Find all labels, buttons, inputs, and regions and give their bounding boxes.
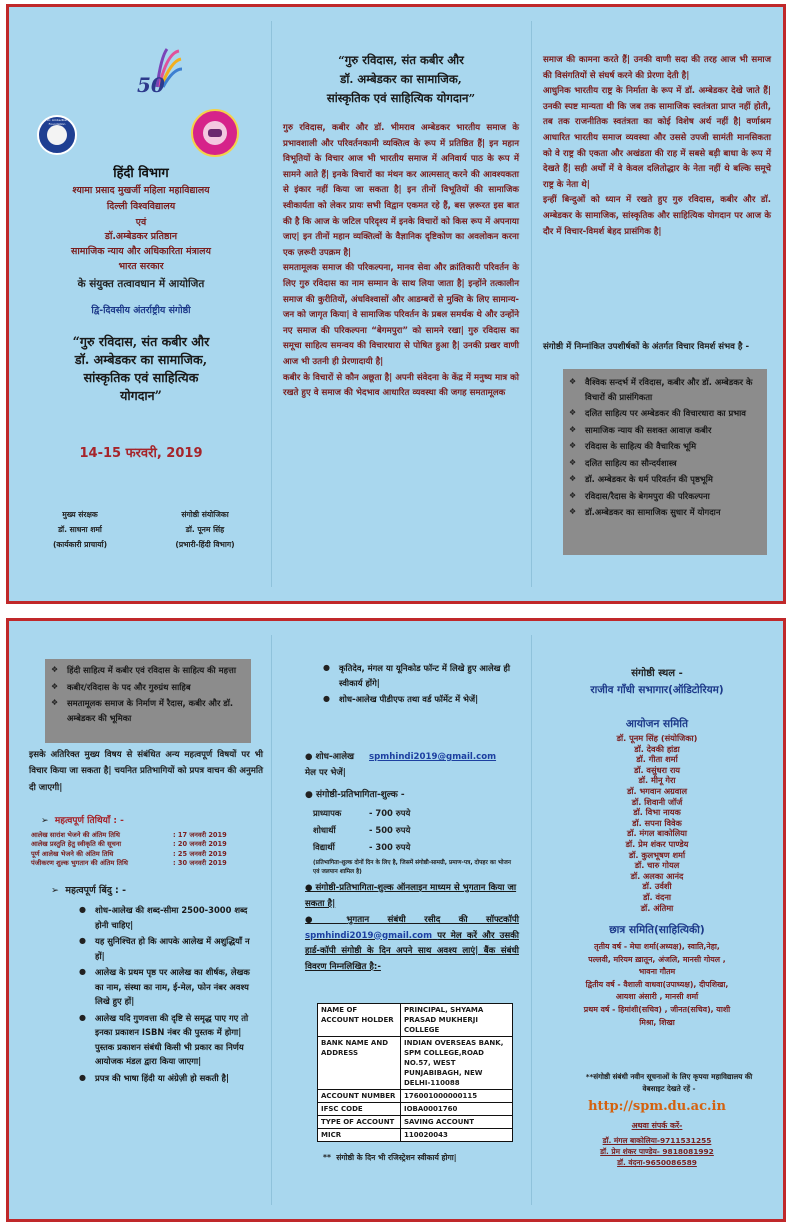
table-row (318, 1129, 513, 1142)
contact-heading: अथवा संपर्क करें- (631, 1121, 683, 1130)
about-paragraph: समतामूलक समाज की परिकल्पना, मानव सेवा और क्रांतिकारी परिवर्तन के लिए गुरु रविदास का नाम सम्मान के साथ लिया जाता है| इन्होंने तत्कालीन समाज की कुरीतियों, अंधविश्वासों और आडम्बरों से मुक्ति के लिए सामान्य-जन को जागृत किया| वे सामाजिक परिवर्तन के प्रबल समर्थक थे और उन्होंने नए समाज की परिकल्पना “बेगमपुरा” को सामने रखा| गुरु रविदास का समूचा साहित्य समन्वय की विचारधारा से पोषित हुआ है| उनकी प्रखर वाणी आज भी उतनी ही प्रेरणादायी है| (283, 263, 519, 367)
list-item (563, 456, 763, 471)
table-row (318, 1004, 513, 1037)
about-text-continued: समाज की कामना करते हैं| उनकी वाणी सदा की तरह आज भी समाज की विसंगतियों से संघर्ष करने की प्रेरणा देती है| आधुनिक भारतीय राष्ट्र के निर्माता के रूप में डॉ. अम्बेडकर देखे जाते हैं| उनकी स्पष्ट मान्यता थी कि जब तक सामाजिक स्वतंत्रता प्राप्त नहीं होती, तब तक राजनीतिक स्वतंत्रता का कोई विशेष अर्थ नहीं है| वर्णाश्रम आधारित भारतीय समाज व्यवस्था और उससे उपजी सामंती मानसिकता को वे राष्ट्र की एकता और अखंडता की राह में सबसे बड़ी बाधा के रूप में देखते हैं| सही अर्थों में वे केवल दलितोद्धार के नेता नहीं थे बल्कि समूचे राष्ट्र के नेता थे| इन्हीं बिन्दुओं को ध्यान में रखते हुए गुरु रविदास, कबीर और डॉ. अम्बेडकर के सामाजिक, सांस्कृतिक और साहित्यिक योगदान पर आज के दौर में विचार-विमर्श बेहद प्रासंगिक है| (543, 55, 771, 237)
seminar-type: द्वि-दिवसीय अंतर्राष्ट्रीय संगोष्ठी (91, 305, 191, 316)
joint-auspices: के संयुक्त तत्वावधान में आयोजित (77, 278, 205, 290)
list-item-text: प्रपत्र की भाषा हिंदी या अंग्रेज़ी हो सकती है| (95, 1072, 230, 1083)
date-label: आलेख प्रस्तुति हेतु स्वीकृति की सूचना (31, 840, 122, 849)
about-text (283, 121, 519, 402)
list-item-text: कृतिदेव, मंगल या यूनिकोड फॉन्ट में लिखे हुए आलेख ही स्वीकार्य होंगे| (339, 663, 511, 688)
fold-line (271, 635, 272, 1205)
bullet-icon: ❖ (569, 490, 577, 500)
fee-row (313, 839, 513, 856)
fee-category: शोधार्थी (313, 825, 336, 835)
committee-member: डॉ. वसुंधरा राय (633, 764, 681, 775)
fee-category: विद्यार्थी (313, 842, 335, 852)
important-points-list (73, 903, 261, 1087)
committee-member: डॉ. मंगल बाकोलिया (626, 828, 688, 839)
contact-entry: डॉ. वंदना-9650086589 (617, 1158, 697, 1167)
website-info: **संगोष्ठी संबंधी नवीन सूचनाओं के लिए कृपया महाविद्यालय की वेबसाइट देखते रहें - (585, 1072, 753, 1093)
committee-member: डॉ. कुलभूषण शर्मा (628, 849, 686, 860)
venue-panel (541, 621, 773, 1219)
ministry-name: सामाजिक न्याय और अधिकारिता मंत्रालय (71, 246, 211, 257)
table-row (318, 1090, 513, 1103)
list-item-text: हिंदी साहित्य में कबीर एवं रविदास के साहित्य की महत्ता (67, 665, 237, 675)
bullet-icon: ❖ (569, 507, 577, 516)
college-name: श्यामा प्रसाद मुखर्जी महिला महाविद्यालय (72, 185, 210, 196)
fee-amount: - 300 रुपये (369, 842, 411, 852)
bullet-icon: ● (323, 663, 330, 672)
foundation-name: डॉ.अम्बेडकर प्रतिष्ठान (104, 231, 178, 242)
seminar-title: “गुरु रविदास, संत कबीर और डॉ. अम्बेडकर का सामाजिक, सांस्कृतिक एवं साहित्यिक योगदान” (72, 334, 210, 403)
registration-panel (279, 621, 523, 1219)
list-item-text: यह सुनिश्चित हो कि आपके आलेख में अशुद्धियाँ न हों| (95, 936, 250, 961)
bullet-icon: ● (79, 1012, 86, 1022)
fee-heading: ● संगोष्ठी-प्रतिभागिता-शुल्क - (305, 790, 405, 800)
payment-receipt-note: ● भुगतान संबंधी रसीद की सॉफ्टकॉपी spmhindi2019@gmail.com पर मेल करें और उसकी हार्ड-कॉपी संगोष्ठी के दिन अपने साथ अवश्य लाएं| बैंक संबंधी विवरण निम्नलिखित है:- (305, 915, 519, 972)
committee-member: डॉ. देवकी हांडा (634, 743, 680, 754)
bullet-icon: ❖ (569, 377, 577, 386)
bank-field-name: ACCOUNT NUMBER (318, 1090, 401, 1103)
venue-name: राजीव गाँधी सभागार(ऑडिटोरियम) (590, 684, 724, 696)
bullet-icon: ❖ (51, 681, 59, 691)
committee-heading: आयोजन समिति (625, 718, 689, 730)
date-value: : 30 जनवरी 2019 (173, 859, 227, 868)
bank-field-name: TYPE OF ACCOUNT (318, 1116, 401, 1129)
student-committee-list: तृतीय वर्ष - मेघा शर्मा(अध्यक्ष), स्वाति,नेहा, पल्लवी, मरियम ख़ातून, अंजलि, मानसी गोयल , भावना गौतम द्वितीय वर्ष - वैशाली वाधवा(उपाध्यक्ष), दीपशिखा, आयशा अंसारी , मानसी शर्मा प्रथम वर्ष - हिमांशी(सचिव) , जीनत(सचिव), याशी मिश्रा, शिखा (583, 942, 731, 1027)
bank-field-value: INDIAN OVERSEAS BANK, SPM COLLEGE,ROAD NO.57, WEST PUNJABIBAGH, NEW DELHI-110088 (401, 1037, 513, 1090)
list-item (73, 934, 261, 963)
list-item (73, 965, 261, 1009)
government-name: भारत सरकार (118, 261, 164, 272)
date-row (31, 859, 267, 868)
list-item-text: रविदास के साहित्य की वैचारिक भूमि (585, 441, 697, 451)
list-item (45, 696, 247, 725)
list-item (563, 406, 763, 421)
fee-amount: - 700 रुपये (369, 808, 411, 818)
bank-field-name: NAME OF ACCOUNT HOLDER (318, 1004, 401, 1037)
list-item (563, 505, 763, 520)
seminar-convenor: संगोष्ठी संयोजिका डॉ. पूनम सिंह (प्रभारी-हिंदी विभाग) (175, 510, 235, 549)
fee-row (313, 822, 513, 839)
bullet-icon: ❖ (51, 698, 59, 707)
contact-entry: डॉ. प्रेम शंकर पाण्डेय- 9818081992 (600, 1147, 714, 1156)
fee-category: प्राध्यापक (313, 808, 342, 818)
important-points-continued (317, 661, 513, 709)
important-dates-list (31, 831, 267, 869)
student-committee-heading: छात्र समिति(साहित्यिकी) (609, 924, 705, 936)
subthemes-more-box (45, 659, 251, 743)
and-text: एवं (135, 217, 147, 228)
bank-field-value: IOBA0001760 (401, 1103, 513, 1116)
list-item-text: आलेख यदि गुणवत्ता की दृष्टि से समृद्ध पाए गए तो इनका प्रकाशन ISBN नंबर की पुस्तक में होगा| पुस्तक प्रकाशन संबंधी किसी भी प्रकार का निर्णय आयोजक मंडल द्वारा किया जाएगा| (95, 1012, 249, 1066)
about-paragraph: गुरु रविदास, कबीर और डॉ. भीमराव अम्बेडकर भारतीय समाज के प्रभावशाली और परिवर्तनकामी व्यक्तित्व के रूप में प्रतिष्ठित हैं| इन महान विभूतियों के विचार आज भी भारतीय समाज में अनिवार्य पाठ के रूप में सामने आते हैं| इनके विचारों का मंथन कर आत्मसात् करने की आवश्यकता से इंकार नहीं किया जा सकता है| इन तीनों विभूतियों की सामाजिक स्वीकार्यता को लेकर प्रायः सभी विद्वान एकमत रहे हैं, बस ज़रूरत इस बात की है कि आज के जटिल परिदृश्य में इनके विचारों को किस रूप में अपनाया जाए| इन तीनों महान व्यक्तित्वों के वैज्ञानिक दृष्टिकोण का अवलोकन करना एक ज़रूरी उपक्रम है| (283, 123, 519, 258)
fee-note: (प्रतिभागिता-शुल्क दोनों दिन के लिए है, जिसमें संगोष्ठी-सामग्री, प्रमाण-पत्र, दोपहर का भोजन एवं जलपान शामिल है) (313, 860, 511, 876)
bullet-icon: ❖ (569, 424, 577, 434)
send-paper-note: ● शोध-आलेख spmhindi2019@gmail.com मेल पर भेजें| (305, 752, 497, 778)
committee-member: डॉ. पूनम सिंह (संयोजिका) (616, 733, 698, 743)
subthemes-panel (541, 7, 773, 601)
bullet-icon: ● (79, 905, 86, 914)
list-item-text: डॉ. अम्बेडकर के धर्म परिवर्तन की पृष्ठभूमि (585, 474, 713, 484)
bank-field-name: MICR (318, 1129, 401, 1142)
fee-amount: - 500 रुपये (369, 825, 411, 835)
fold-line (531, 21, 532, 587)
list-item-text: रविदास/रैदास के बेगमपुरा की परिकल्पना (585, 490, 710, 501)
committee-member: डॉ. वंदना (642, 891, 672, 902)
contact-list (541, 1135, 773, 1168)
list-item (73, 1071, 261, 1086)
list-item (317, 692, 513, 707)
chief-patron: मुख्य संरक्षक डॉ. साधना शर्मा (कार्यकारी प्राचार्या) (52, 510, 108, 549)
bullet-icon: ● (323, 694, 330, 703)
list-item-text: समतामूलक समाज के निर्माण में रैदास, कबीर और डॉ. अम्बेडकर की भूमिका (67, 698, 234, 723)
date-value: : 25 जनवरी 2019 (173, 849, 227, 858)
list-item (563, 375, 763, 404)
bank-field-name: BANK NAME AND ADDRESS (318, 1037, 401, 1090)
website-link[interactable]: http://spm.du.ac.in (588, 1099, 726, 1114)
date-row (31, 831, 267, 840)
committee-list (541, 733, 773, 913)
brochure-outer-page (6, 4, 786, 604)
bank-field-value: SAVING ACCOUNT (401, 1116, 513, 1129)
table-row (318, 1116, 513, 1129)
committee-member: डॉ. शिवानी जॉर्ज (631, 796, 683, 807)
about-paragraph: कबीर के विचारों से कौन अछूता है| अपनी संवेदना के केंद्र में मनुष्य मात्र को रखते हुए वे समाज की भेदभाव आधारित व्यवस्था की जगह समतामूलक (283, 372, 519, 399)
details-panel (21, 621, 267, 1219)
date-label: पूर्ण आलेख भेजने की अंतिम तिथि (31, 849, 114, 858)
list-item (45, 680, 247, 695)
subthemes-intro: संगोष्ठी में निम्नांकित उपशीर्षकों के अंतर्गत विचार विमर्श संभव है - (543, 342, 750, 352)
list-item-text: वैश्विक सन्दर्भ में रविदास, कबीर और डॉ. अम्बेडकर के विचारों की प्रासंगिकता (585, 377, 753, 402)
list-item (563, 472, 763, 487)
bullet-icon: ❖ (569, 408, 577, 417)
list-item-text: दलित साहित्य पर अम्बेडकर की विचारधारा का प्रभाव (585, 408, 746, 418)
list-item-text: सामाजिक न्याय की सशक्त आवाज़ कबीर (585, 424, 712, 435)
seminar-date: 14-15 फरवरी, 2019 (79, 446, 203, 461)
additional-topics-note: इसके अतिरिक्त मुख्य विषय से संबंधित अन्य महत्वपूर्ण विषयों पर भी विचार किया जा सकता है| चयनित प्रतिभागियों को प्रपत्र वाचन की अनुमति दी जाएगी| (29, 750, 263, 793)
ambedkar-foundation-logo: Dr. Ambedkar Foundation (37, 115, 77, 155)
committee-member: डॉ. अंतिमा (640, 902, 674, 913)
college-seal-logo (191, 109, 239, 157)
important-points-heading: ➢ महत्वपूर्ण बिंदु : - (51, 885, 126, 896)
list-item-text: शोध-आलेख पीडीएफ तथा वर्ड फॉर्मेट में भेजें| (339, 694, 479, 704)
bullet-icon: ● (79, 1072, 86, 1082)
about-panel (281, 7, 521, 601)
bullet-icon: ❖ (569, 474, 577, 483)
committee-member: डॉ. विभा नायक (633, 807, 681, 818)
fold-line (531, 635, 532, 1205)
table-row (318, 1037, 513, 1090)
committee-member: डॉ. उर्वशी (642, 881, 672, 892)
bank-details-table (317, 1003, 513, 1142)
committee-member: डॉ. भगवान अग्रवाल (627, 785, 687, 796)
brochure-inner-page (6, 618, 786, 1222)
email-link[interactable]: spmhindi2019@gmail.com (305, 930, 433, 941)
list-item (45, 663, 247, 678)
list-item-text: कबीर/रविदास के पद और गुरुग्रंथ साहिब (67, 681, 191, 692)
contact-entry: डॉ. मंगल बाकोलिया-9711531255 (602, 1136, 712, 1145)
date-value: : 17 जनवरी 2019 (173, 831, 227, 839)
list-item-text: दलित साहित्य का सौन्दर्यशास्त्र (585, 457, 677, 468)
important-dates-heading: ➢ महत्वपूर्ण तिथियाँ : - (41, 816, 124, 826)
list-item-text: शोध-आलेख की शब्द-सीमा 2500-3000 शब्द होनी चाहिए| (95, 905, 248, 930)
bullet-icon: ❖ (51, 665, 59, 674)
list-item (563, 489, 763, 504)
list-item (73, 903, 261, 932)
bullet-icon: ● (79, 967, 86, 976)
department-name: हिंदी विभाग (113, 166, 169, 181)
subthemes-box (563, 369, 767, 555)
about-title: “गुरु रविदास, संत कबीर और डॉ. अम्बेडकर का सामाजिक, सांस्कृतिक एवं साहित्यिक योगदान” (326, 53, 476, 105)
date-row (31, 850, 267, 859)
list-item (73, 1011, 261, 1069)
list-item (563, 439, 763, 454)
online-payment-note: ● संगोष्ठी-प्रतिभागिता-शुल्क ऑनलाइन माध्यम से भुगतान किया जा सकता है| (305, 883, 517, 909)
date-label: आलेख सारांश भेजने की अंतिम तिथि (31, 831, 120, 839)
committee-member: डॉ. मीनू गेरा (638, 775, 676, 786)
bank-field-value: PRINCIPAL, SHYAMA PRASAD MUKHERJI COLLEGE (401, 1004, 513, 1037)
committee-member: डॉ. सपना विवेक (632, 817, 682, 828)
date-value: : 20 जनवरी 2019 (173, 840, 227, 849)
fee-list (313, 805, 513, 856)
fee-row (313, 805, 513, 822)
committee-member: डॉ. प्रेम शंकर पाण्डेय (625, 838, 689, 849)
email-link[interactable]: spmhindi2019@gmail.com (369, 752, 497, 762)
list-item (317, 661, 513, 690)
bullet-icon: ❖ (569, 457, 577, 467)
bank-field-name: IFSC CODE (318, 1103, 401, 1116)
anniversary-logo: 50 (137, 47, 183, 99)
table-row (318, 1103, 513, 1116)
cover-panel (21, 7, 261, 601)
committee-member: डॉ. अलका आनंद (630, 870, 684, 881)
list-item (563, 423, 763, 438)
date-row (31, 840, 267, 849)
committee-member: डॉ. गीता शर्मा (636, 754, 678, 765)
bank-field-value: 110020043 (401, 1129, 513, 1142)
bullet-icon: ❖ (569, 441, 577, 450)
venue-heading: संगोष्ठी स्थल - (631, 668, 683, 679)
date-label: पंजीकरण शुल्क भुगतान की अंतिम तिथि (31, 859, 128, 868)
fold-line (271, 21, 272, 587)
list-item-text: आलेख के प्रथम पृष्ठ पर आलेख का शीर्षक, लेखक का नाम, संस्था का नाम, ई-मेल, फोन नंबर अवश्य लिखे हुए हों| (95, 967, 250, 1006)
subthemes-list (563, 375, 763, 520)
list-item-text: डॉ.अम्बेडकर का सामाजिक सुधार में योगदान (585, 507, 721, 517)
university-name: दिल्ली विश्वविद्यालय (106, 201, 176, 212)
bank-field-value: 176001000000115 (401, 1090, 513, 1103)
committee-member: डॉ. चारु गोयल (634, 860, 680, 871)
on-spot-registration-note: ** संगोष्ठी के दिन भी रजिस्ट्रेशन स्वीकार्य होगा| (323, 1153, 457, 1162)
bullet-icon: ● (79, 936, 86, 945)
subthemes-more-list (45, 663, 247, 725)
